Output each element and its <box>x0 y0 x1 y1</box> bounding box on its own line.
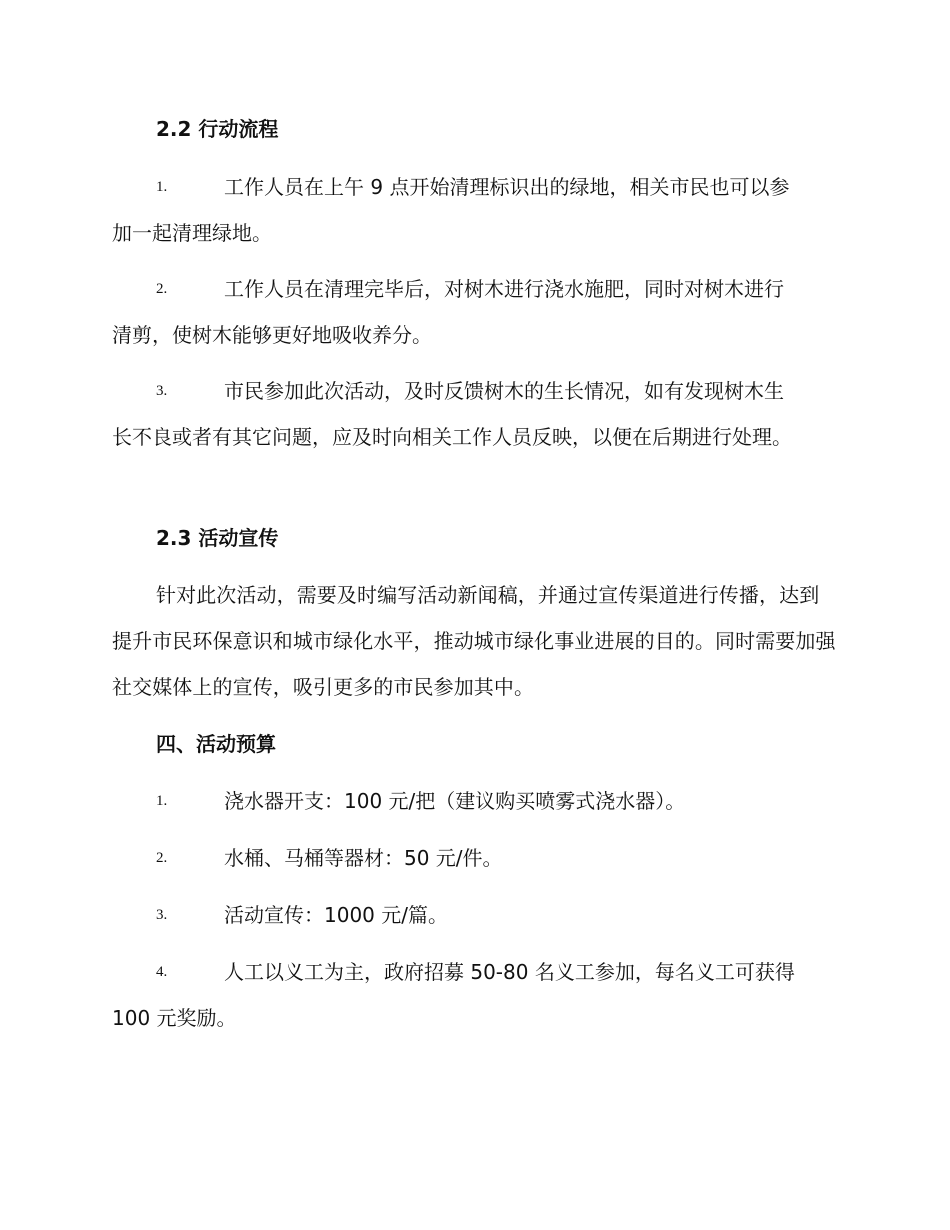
list-item-text: 浇水器开支：100 元/把（建议购买喷雾式浇水器）。 <box>224 789 686 813</box>
list-item-number: 3. <box>156 383 168 399</box>
list-item-text: 市民参加此次活动，及时反馈树木的生长情况，如有发现树木生 <box>224 379 784 403</box>
section-heading-2-3: 2.3 活动宣传 <box>156 526 279 550</box>
list-item-text: 人工以义工为主，政府招募 50-80 名义工参加，每名义工可获得 <box>224 960 795 984</box>
section-heading-2-2: 2.2 行动流程 <box>156 117 279 141</box>
list-item <box>112 164 836 256</box>
list-item-continuation: 加一起清理绿地。 <box>112 221 272 245</box>
list-item-text: 工作人员在上午 9 点开始清理标识出的绿地，相关市民也可以参 <box>224 175 790 199</box>
list-item-text: 工作人员在清理完毕后，对树木进行浇水施肥，同时对树木进行 <box>224 277 784 301</box>
list-item-text: 活动宣传：1000 元/篇。 <box>224 903 448 927</box>
list-item <box>112 266 836 358</box>
list-item-number: 4. <box>156 964 168 980</box>
list-item-number: 2. <box>156 281 168 297</box>
list-item <box>112 949 836 1041</box>
list-item-text: 水桶、马桶等器材：50 元/件。 <box>224 846 503 870</box>
list-item-number: 2. <box>156 850 168 866</box>
list-item <box>112 892 836 938</box>
list-item-continuation: 100 元奖励。 <box>112 1006 237 1030</box>
list-item-number: 3. <box>156 907 168 923</box>
list-item-continuation: 长不良或者有其它问题，应及时向相关工作人员反映，以便在后期进行处理。 <box>112 425 792 449</box>
section-heading-budget: 四、活动预算 <box>156 732 276 756</box>
list-item <box>112 778 836 824</box>
list-item-continuation: 清剪，使树木能够更好地吸收养分。 <box>112 323 432 347</box>
list-item <box>112 368 836 460</box>
list-item-number: 1. <box>156 793 168 809</box>
paragraph: 针对此次活动，需要及时编写活动新闻稿，并通过宣传渠道进行传播，达到提升市民环保意识和城市绿化水平，推动城市绿化事业进展的目的。同时需要加强社交媒体上的宣传，吸引更多的市民参加其中。 <box>112 583 836 699</box>
list-item-number: 1. <box>156 179 168 195</box>
list-item <box>112 835 836 881</box>
